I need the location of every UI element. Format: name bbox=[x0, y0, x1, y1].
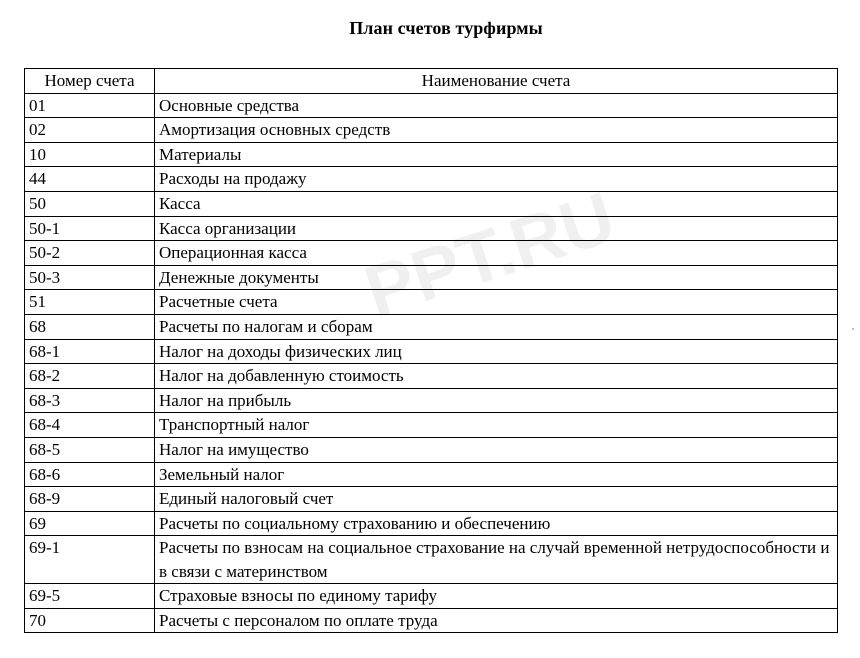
account-name: Земельный налог bbox=[155, 462, 838, 487]
account-name: Расчеты с персоналом по оплате труда bbox=[155, 608, 838, 633]
table-row bbox=[25, 191, 838, 216]
account-name: Операционная касса bbox=[155, 241, 838, 266]
account-name: Касса bbox=[155, 191, 838, 216]
account-name: Амортизация основных средств bbox=[155, 118, 838, 143]
account-name: Налог на прибыль bbox=[155, 388, 838, 413]
account-number: 68-5 bbox=[25, 437, 155, 462]
account-number: 68-2 bbox=[25, 364, 155, 389]
account-number: 10 bbox=[25, 142, 155, 167]
account-number: 51 bbox=[25, 290, 155, 315]
header-account-number: Номер счета bbox=[25, 69, 155, 94]
account-name: Касса организации bbox=[155, 216, 838, 241]
accounts-table bbox=[24, 68, 838, 633]
account-number: 68-1 bbox=[25, 339, 155, 364]
table-row bbox=[25, 142, 838, 167]
account-name: Транспортный налог bbox=[155, 413, 838, 438]
table-row bbox=[25, 339, 838, 364]
account-number: 68-3 bbox=[25, 388, 155, 413]
account-number: 02 bbox=[25, 118, 155, 143]
table-row bbox=[25, 511, 838, 536]
account-name: Основные средства bbox=[155, 93, 838, 118]
table-header-row bbox=[25, 69, 838, 94]
account-number: 50-1 bbox=[25, 216, 155, 241]
account-number: 50-2 bbox=[25, 241, 155, 266]
table-row bbox=[25, 413, 838, 438]
table-row bbox=[25, 584, 838, 609]
account-name: Налог на доходы физических лиц bbox=[155, 339, 838, 364]
table-row bbox=[25, 241, 838, 266]
table-row bbox=[25, 290, 838, 315]
account-name: Единый налоговый счет bbox=[155, 487, 838, 512]
account-number: 68-4 bbox=[25, 413, 155, 438]
account-number: 69-5 bbox=[25, 584, 155, 609]
account-number: 68-9 bbox=[25, 487, 155, 512]
account-name: Денежные документы bbox=[155, 265, 838, 290]
account-number: 50-3 bbox=[25, 265, 155, 290]
account-name: Налог на имущество bbox=[155, 437, 838, 462]
account-name: Расходы на продажу bbox=[155, 167, 838, 192]
watermark: PPT.RU bbox=[355, 177, 625, 333]
table-row bbox=[25, 216, 838, 241]
account-name: Материалы bbox=[155, 142, 838, 167]
page-title: План счетов турфирмы bbox=[349, 18, 543, 38]
stray-mark bbox=[852, 328, 854, 330]
table-row bbox=[25, 437, 838, 462]
table-row bbox=[25, 462, 838, 487]
account-name: Страховые взносы по единому тарифу bbox=[155, 584, 838, 609]
account-number: 01 bbox=[25, 93, 155, 118]
account-number: 50 bbox=[25, 191, 155, 216]
account-number: 69 bbox=[25, 511, 155, 536]
account-name: Расчетные счета bbox=[155, 290, 838, 315]
account-name: Расчеты по социальному страхованию и обеспечению bbox=[155, 511, 838, 536]
table-row bbox=[25, 536, 838, 584]
table-row bbox=[25, 265, 838, 290]
table-row bbox=[25, 487, 838, 512]
account-number: 44 bbox=[25, 167, 155, 192]
table-row bbox=[25, 608, 838, 633]
account-name: Расчеты по взносам на социальное страхование на случай временной нетрудоспособности и в связи с материнством bbox=[155, 536, 838, 584]
table-row bbox=[25, 118, 838, 143]
table-row bbox=[25, 93, 838, 118]
table-row bbox=[25, 167, 838, 192]
account-number: 68 bbox=[25, 314, 155, 339]
account-number: 68-6 bbox=[25, 462, 155, 487]
account-number: 69-1 bbox=[25, 536, 155, 584]
table-row bbox=[25, 388, 838, 413]
table-row bbox=[25, 314, 838, 339]
account-number: 70 bbox=[25, 608, 155, 633]
header-account-name: Наименование счета bbox=[155, 69, 838, 94]
account-name: Налог на добавленную стоимость bbox=[155, 364, 838, 389]
account-name: Расчеты по налогам и сборам bbox=[155, 314, 838, 339]
table-row bbox=[25, 364, 838, 389]
